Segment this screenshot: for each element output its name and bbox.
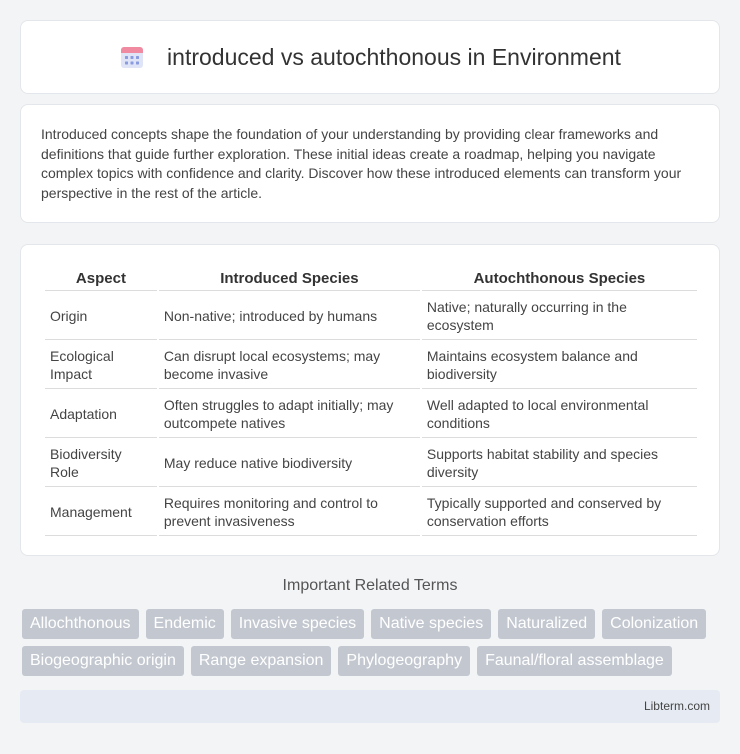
- related-term-tag[interactable]: Invasive species: [231, 609, 364, 639]
- column-header-aspect: Aspect: [45, 267, 157, 291]
- table-cell-autochthonous: Well adapted to local environmental conditions: [422, 391, 697, 438]
- related-terms-list: [22, 609, 722, 683]
- table-cell-aspect: Origin: [45, 293, 157, 340]
- table-row: [45, 342, 697, 389]
- table-cell-aspect: Adaptation: [45, 391, 157, 438]
- related-terms-title: Important Related Terms: [282, 577, 458, 594]
- table-cell-autochthonous: Supports habitat stability and species diversity: [422, 440, 697, 487]
- related-term-tag[interactable]: Endemic: [146, 609, 224, 639]
- comparison-card: [20, 244, 720, 556]
- table-cell-autochthonous: Typically supported and conserved by conservation efforts: [422, 489, 697, 536]
- related-term-tag[interactable]: Allochthonous: [22, 609, 139, 639]
- header: [119, 44, 621, 71]
- table-cell-aspect: Management: [45, 489, 157, 536]
- table-cell-introduced: May reduce native biodiversity: [159, 440, 420, 487]
- related-term-tag[interactable]: Phylogeography: [338, 646, 470, 676]
- table-cell-introduced: Can disrupt local ecosystems; may become invasive: [159, 342, 420, 389]
- related-term-tag[interactable]: Colonization: [602, 609, 706, 639]
- footer-site-link[interactable]: Libterm.com: [643, 699, 710, 713]
- calendar-icon: [119, 44, 145, 70]
- table-cell-introduced: Requires monitoring and control to prevent invasiveness: [159, 489, 420, 536]
- column-header-introduced: Introduced Species: [159, 267, 420, 291]
- page-title: introduced vs autochthonous in Environment: [167, 43, 621, 70]
- table-row: [45, 391, 697, 438]
- intro-paragraph: Introduced concepts shape the foundation of your understanding by providing clear frameworks and definitions that guide further exploration. These initial ideas create a roadmap, helping you navigate complex topics with confidence and clarity. Discover how these introduced elements can transform your perspective in the rest of the article.: [41, 126, 682, 201]
- table-cell-introduced: Often struggles to adapt initially; may outcompete natives: [159, 391, 420, 438]
- comparison-table: [43, 265, 699, 538]
- table-row: [45, 440, 697, 487]
- header-card: [20, 20, 720, 94]
- table-cell-autochthonous: Maintains ecosystem balance and biodiversity: [422, 342, 697, 389]
- column-header-autochthonous: Autochthonous Species: [422, 267, 697, 291]
- related-term-tag[interactable]: Native species: [371, 609, 491, 639]
- related-term-tag[interactable]: Biogeographic origin: [22, 646, 184, 676]
- related-term-tag[interactable]: Faunal/floral assemblage: [477, 646, 672, 676]
- table-header-row: [45, 267, 697, 291]
- footer: [20, 690, 720, 723]
- related-term-tag[interactable]: Naturalized: [498, 609, 595, 639]
- related-term-tag[interactable]: Range expansion: [191, 646, 332, 676]
- table-cell-aspect: Biodiversity Role: [45, 440, 157, 487]
- table-row: [45, 489, 697, 536]
- table-row: [45, 293, 697, 340]
- table-cell-autochthonous: Native; naturally occurring in the ecosystem: [422, 293, 697, 340]
- intro-card: [20, 104, 720, 223]
- table-cell-aspect: Ecological Impact: [45, 342, 157, 389]
- table-cell-introduced: Non-native; introduced by humans: [159, 293, 420, 340]
